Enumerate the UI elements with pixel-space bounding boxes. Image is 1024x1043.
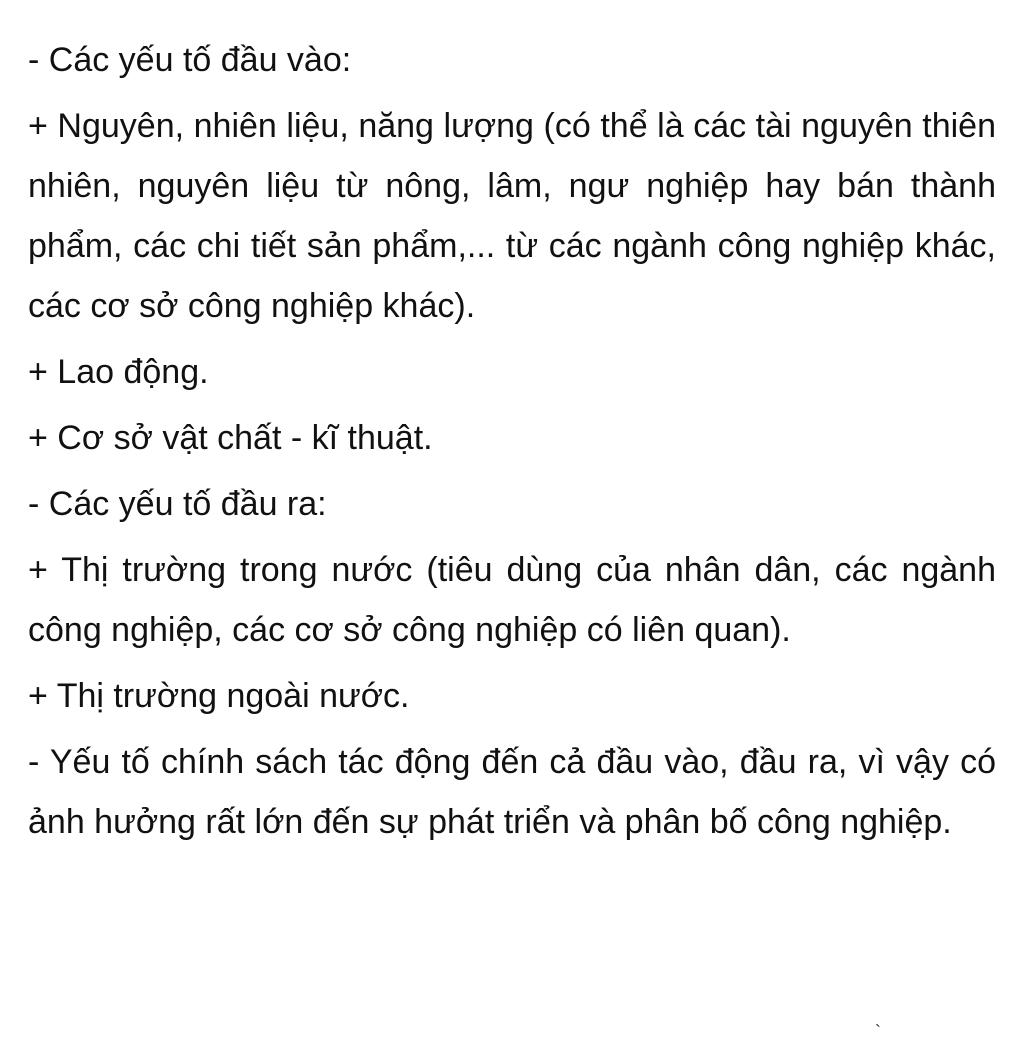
cut-off-bottom-text: [0, 1022, 1024, 1043]
paragraph-outputs-heading: - Các yếu tố đầu ra:: [28, 485, 327, 523]
paragraph-raw-materials: + Nguyên, nhiên liệu, năng lượng (có thể là các tài nguyên thiên nhiên, nguyên liệu từ nông, lâm, ngư nghiệp hay bán thành phẩm, các chi tiết sản phẩm,... từ các ngành công nghiệp khác, các cơ sở công nghiệp khác).: [28, 107, 996, 325]
document-body: [28, 30, 996, 858]
paragraph-policy: - Yếu tố chính sách tác động đến cả đầu vào, đầu ra, vì vậy có ảnh hưởng rất lớn đến sự phát triển và phân bố công nghiệp.: [28, 743, 996, 841]
cut-off-diacritic-mark: `: [875, 1022, 881, 1042]
paragraph-domestic-market: + Thị trường trong nước (tiêu dùng của nhân dân, các ngành công nghiệp, các cơ sở công nghiệp có liên quan).: [28, 551, 996, 649]
paragraph-foreign-market: + Thị trường ngoài nước.: [28, 677, 410, 715]
paragraph-inputs-heading: - Các yếu tố đầu vào:: [28, 41, 352, 79]
paragraph-labor: + Lao động.: [28, 353, 209, 391]
paragraph-infrastructure: + Cơ sở vật chất - kĩ thuật.: [28, 419, 433, 457]
